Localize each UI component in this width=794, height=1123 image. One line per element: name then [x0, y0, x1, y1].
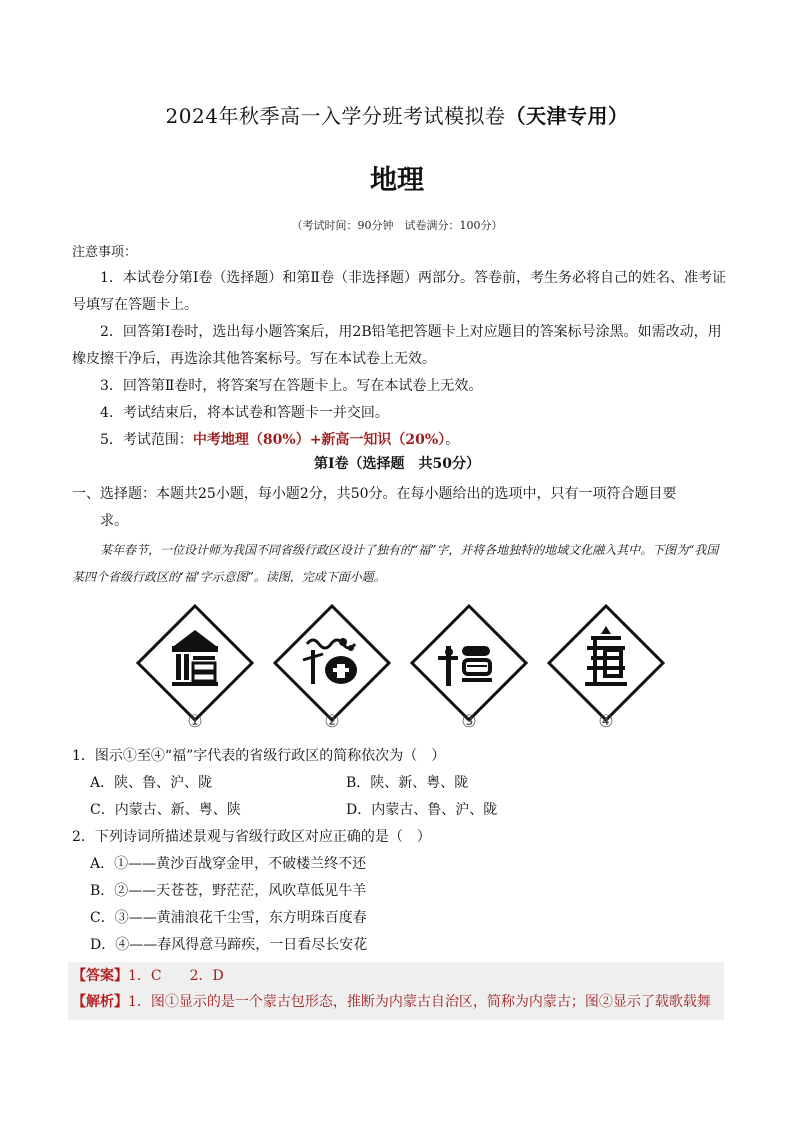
analysis-line: [72, 990, 711, 1014]
answer-text: 1．C 2．D: [128, 968, 224, 984]
notice-item-2: 2．回答第Ⅰ卷时，选出每小题答案后，用2B铅笔把答题卡上对应题目的答案标号涂黑。如需改动，用橡皮擦干净后，再选涂其他答案标号。写在本试卷上无效。: [72, 324, 722, 367]
section-title: 第Ⅰ卷（选择题 共50分）: [313, 456, 481, 472]
material-text: 某年春节，一位设计师为我国不同省级行政区设计了独有的“福”字，并将各地独特的地域文化融入其中。下图为“我国某四个省级行政区的‘福’字示意图”。读图，完成下面小题。: [72, 543, 719, 584]
paper-title-region: （天津专用）: [505, 104, 629, 128]
question-2-option-b: B．②——天苍苍，野茫茫，风吹草低见牛羊: [90, 883, 367, 899]
section-intro: [72, 481, 728, 535]
exam-scope: 中考地理（80%）+新高一知识（20%）: [192, 432, 446, 448]
analysis-text: 1．图①显示的是一个蒙古包形态，推断为内蒙古自治区，简称为内蒙古；图②显示了载歌载舞: [128, 994, 711, 1010]
fu-tile-1-image: [136, 604, 254, 722]
question-1-option-c: C．内蒙古、新、粤、陕: [90, 802, 241, 818]
question-1-option-a: A．陕、鲁、沪、陇: [90, 775, 213, 791]
question-2-option-c: C．③——黄浦浪花千尘雪，东方明珠百度春: [90, 910, 367, 926]
answer-label: 【答案】: [72, 968, 128, 984]
notice-item-5: [72, 427, 728, 454]
fu-tile-2-label: ②: [324, 712, 340, 732]
notice-item-3: 3．回答第Ⅱ卷时，将答案写在答题卡上。写在本试卷上无效。: [100, 378, 483, 394]
notice-item-5-end: 。: [445, 432, 460, 448]
fu-tile-1-label: ①: [187, 712, 203, 732]
question-1-option-b: B．陕、新、粤、陇: [346, 775, 469, 791]
answer-line: [72, 964, 224, 988]
section-intro-line1: 一、选择题：本题共25小题，每小题2分，共50分。在每小题给出的选项中，只有一项符合题目要: [72, 486, 677, 502]
notice-item-5-prefix: 5．考试范围：: [100, 432, 193, 448]
notice-item-1: 1．本试卷分第Ⅰ卷（选择题）和第Ⅱ卷（非选择题）两部分。答卷前，考生务必将自己的姓名、准考证号填写在答题卡上。: [72, 270, 726, 313]
fu-tile-3-label: ③: [461, 712, 477, 732]
question-2-option-a: A．①——黄沙百战穿金甲，不破楼兰终不还: [90, 856, 367, 872]
exam-info: （考试时间：90分钟 试卷满分：100分）: [291, 219, 503, 232]
question-2-stem: 2．下列诗词所描述景观与省级行政区对应正确的是（ ）: [72, 829, 431, 845]
paper-title: [0, 100, 794, 129]
fu-tile-2-image: [273, 604, 391, 722]
fu-tile-3-image: [410, 604, 528, 722]
subject-title: 地理: [370, 165, 424, 196]
question-2-option-d: D．④——春风得意马蹄疾，一日看尽长安花: [90, 937, 368, 953]
analysis-label: 【解析】: [72, 994, 128, 1010]
answer-box: [68, 962, 724, 1020]
section-intro-line2: 求。: [100, 513, 128, 529]
paper-title-main: 2024年秋季高一入学分班考试模拟卷: [165, 104, 506, 128]
notice-title: 注意事项：: [72, 245, 138, 260]
fu-tile-4-image: [547, 604, 665, 722]
notice-item-4: 4．考试结束后，将本试卷和答题卡一并交回。: [100, 405, 389, 421]
question-1-stem: 1．图示①至④“福”字代表的省级行政区的简称依次为（ ）: [72, 748, 446, 764]
fu-character-figure: [120, 604, 680, 744]
fu-tile-4-label: ④: [598, 712, 614, 732]
question-1-option-d: D．内蒙古、鲁、沪、陇: [346, 802, 498, 818]
